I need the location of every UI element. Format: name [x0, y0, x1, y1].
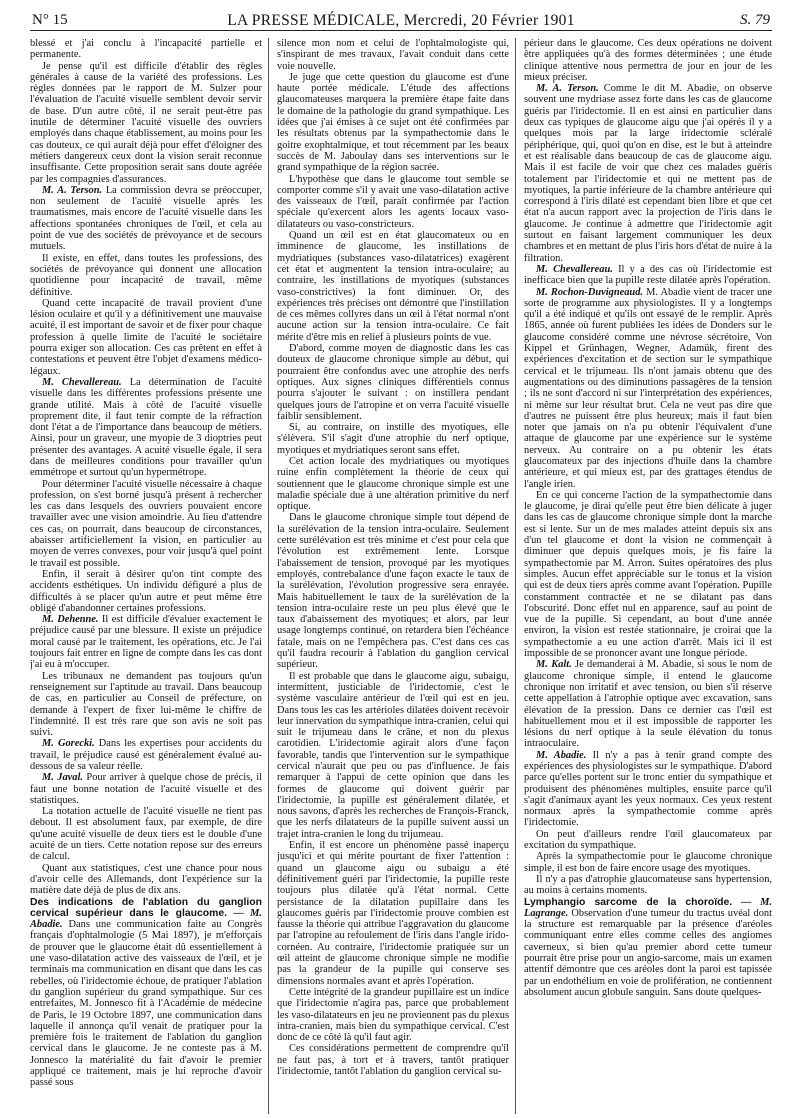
paragraph — [30, 569, 262, 614]
paragraph — [30, 897, 262, 1089]
column-divider — [268, 38, 269, 1114]
paragraph — [30, 806, 262, 862]
speaker-name: M. Kalt. — [536, 659, 572, 671]
paragraph-text: D'abord, comme moyen de diagnostic dans les cas douteux de glaucome chronique simple au début, qui pourraient être confondus avec une atrophie des nerfs optiques. Aux signes cliniques différentiels connus pourra s'ajouter le suivant : on instillera pendant quelques jours de l'atropine et on verra l'acuité visuelle faiblir sensiblement. — [277, 343, 509, 422]
paragraph — [277, 840, 509, 987]
paragraph-text: Il est probable que dans le glaucome aigu, subaigu, intermittent, justiciable de l'iridectomie, c'est le système vasculaire antérieur de l'œil qui est en jeu. Dans tous les cas les artérioles dilatées doivent recevoir leur innervation du sympathique intra-cranien, celui qui suit le trijumeau dans le crâne, et non du plexus carotidien. L'iridectomie agirait alors d'une façon favorable, tandis que l'intervention sur le sympathique cervical n'aurait que peu ou pas d'influence. Je fais remarquer à l'appui de cette opinion que dans les formes de glaucome qui doivent guérir par l'iridectomie, la pupille est généralement dilatée, et nous savons, d'après les recherches de François-Franck, que les nerfs dilatateurs de la pupille suivent aussi un trajet intra-cranien le long du trijumeau. — [277, 670, 509, 840]
speaker-name: M. A. Terson. — [536, 83, 599, 95]
section-heading: Des indications de l'ablation du ganglion cervical supérieur dans le glaucome. — [30, 896, 262, 919]
paragraph — [277, 671, 509, 840]
paragraph — [277, 987, 509, 1043]
paragraph-text: En ce qui concerne l'action de la sympathectomie dans le glaucome, je dirai qu'elle peut être bien délicate à juger dans les cas de glaucome chronique simple dont la marche est si lente. Sur un de mes malades atteint depuis six ans d'un tel glaucome et dont la vision ne commençait à diminuer que depuis quelques mois, je fis faire la sympathectomie par M. Arron. Suites opératoires des plus simples. Aucun effet appréciable sur le tonus et la vision qui est de deux tiers après comme avant l'opération. Pupille constamment contractée et ne se dilatant pas dans l'obscurité. Donc effet nul en apparence, sauf au point de vue de la pupille. Si cependant, au bout d'une année environ, la vision est restée stationnaire, je croirai que la sympathectomie a eu une action d'arrêt. Mais ici il est impossible de se prononcer avant une longue période. — [524, 489, 772, 660]
paragraph — [30, 479, 262, 569]
paragraph — [30, 377, 262, 479]
paragraph-text: M. Abadie vient de tracer une sorte de programme aux physiologistes. Il y a longtemps qu'il a été indiqué et qu'ils ont essayé de le remplir. Après 1865, année où furent publiées les idées de Donders sur le glaucome considéré comme une névrose sécrétoire, Von Kippel et Grünhagen, Wegner, Adamük, firent des expériences d'excitation et de section sur le sympathique cervical et le trijumeau. Ils n'ont jamais obtenu que des augmentations ou des diminutions passagères de la tension ; ils ne sont d'accord ni sur l'interprétation des expériences, ni même sur leur résultat brut. Cela ne veut pas dire que d'autres ne puissent être plus heureux; mais il faut bien noter que jamais on n'a pu obtenir l'équivalent d'une attaque de glaucome par une expérience sur le système nerveux. Au contraire on a pu obtenir les états glaucomateux par des injections d'huile dans la chambre antérieure, et qui mieux est, par des grattages étendus de l'angle irien. — [524, 286, 772, 490]
paragraph — [524, 659, 772, 749]
page-header — [30, 8, 772, 31]
paragraph-text: Il n'y a pas d'atrophie glaucomateuse sans hypertension, au moins à certains moments. — [524, 873, 772, 897]
paragraph — [277, 230, 509, 343]
issue-number: N° 15 — [32, 12, 68, 28]
paragraph-text: Il existe, en effet, dans toutes les professions, des sociétés de prévoyance qui donnent une allocation quotidienne pour incapacité de travail, même définitive. — [30, 252, 262, 298]
paragraph — [277, 72, 509, 174]
section-heading: Lymphangio sarcome de la choroïde. — [524, 896, 733, 908]
paragraph-text: Dans le glaucome chronique simple tout dépend de la surélévation de la tension intra-oculaire. Seulement cette surélévation est très minime et c'est pour cela que l'évolution est extrêmement lente. Lorsque l'abaissement de tension, provoqué par les myotiques employés, contrebalance d'une façon exacte le taux de la surélévation, l'évolution progressive sera enrayée. Mais habituellement le taux de la surélévation de la tension intra-oculaire reste un peu plus élevé que le taux d'abaissement des myotiques; et alors, par leur usage longtemps continué, on retardera bien l'échéance fatale, mais on ne l'empêchera pas. C'est dans ces cas qu'il faudra recourir à l'ablation du ganglion cervical supérieur. — [277, 512, 509, 671]
paragraph — [524, 264, 772, 287]
paragraph-text: silence mon nom et celui de l'ophtalmologiste qui, s'inspirant de mes travaux, l'avait conduit dans cette voie nouvelle. — [277, 38, 509, 72]
paragraph — [277, 1043, 509, 1077]
paragraph-text: Quand cette incapacité de travail provient d'une lésion oculaire et qu'il y a définitivement une mauvaise acuité, il est important de savoir et de fixer pour chaque profession à quelle limite de l'acuité le sociétaire pourra exiger son allocation. Ces cas prêtent en effet à contestations et peuvent être l'objet d'examens médico-légaux. — [30, 297, 262, 377]
paragraph-text: Quant aux statistiques, c'est une chance pour nous d'avoir celle des Allemands, dont l'expérience sur la matière date déjà de plus de dix ans. — [30, 862, 262, 897]
paragraph — [30, 61, 262, 185]
paragraph — [277, 174, 509, 230]
paragraph — [30, 185, 262, 253]
paragraph-text: La notation actuelle de l'acuité visuelle ne tient pas debout. Il est absolument faux, par exemple, de dire qu'une acuité visuelle de deux tiers est le double d'une acuité de un tiers. Cette notation repose sur des erreurs de calcul. — [30, 806, 262, 863]
paragraph-text: On peut d'ailleurs rendre l'œil glaucomateux par excitation du sympathique. — [524, 828, 772, 852]
speaker-name: M. Javal. — [42, 772, 83, 784]
paragraph — [277, 512, 509, 670]
paragraph-text: Si, au contraire, on instille des myotiques, elle s'élèvera. S'il s'agit d'une atrophie du nerf optique, myotiques et mydriatiques seront sans effet. — [277, 422, 509, 456]
speaker-name: M. Rochon-Duvigneaud. — [536, 286, 644, 298]
paragraph-text: Il est difficile d'évaluer exactement le préjudice causé par une blessure. Il existe un préjudice moral causé par le traitement, les opérations, etc. Je l'ai toujours fait entrer en ligne de compte dans les cas dont j'ai eu à m'occuper. — [30, 614, 262, 671]
paragraph-text: La détermination de l'acuité visuelle dans les différentes professions présente une grande utilité. Mais à côté de l'acuité visuelle proprement dite, il faut tenir compte de la réfraction dont l'état a de l'importance dans beaucoup de métiers. Ainsi, pour un graveur, une myopie de 3 dioptries peut présenter des avantages. A acuité visuelle égale, il sera dans de meilleures conditions pour travailler qu'un emmétrope et surtout qu'un hypermétrope. — [30, 376, 262, 479]
paragraph — [524, 874, 772, 897]
paragraph-text: Enfin, il est encore un phénomène passé inaperçu jusqu'ici et qui mérite pourtant de fixer l'attention : quand un glaucome aigu ou subaigu a été définitivement guéri par l'iridectomie, la pupille reste toujours plus dilatée qu'à l'état normal. Cette persistance de la dilatation pupillaire dans les glaucomes guéris par l'iridectomie prouve combien est fausse la théorie qui attribue l'aggravation du glaucome par l'atropine au refoulement de l'iris dans l'angle irido-cornéen. Au contraire, l'iridectomie pratiquée sur un œil atteint de glaucome chronique simple ne modifie pas la grandeur de la pupille qui conserve ses dimensions normales avant et après l'opération. — [277, 840, 509, 987]
paragraph — [30, 614, 262, 670]
paragraph-text: L'hypothèse que dans le glaucome tout semble se comporter comme s'il y avait une vaso-dilatation active des vaisseaux de l'œil, paraît confirmée par l'action spéciale qu'exercent alors les agents locaux vaso-dilatateurs ou vaso-constricteurs. — [277, 173, 509, 230]
column-middle — [277, 38, 509, 1115]
column-right — [524, 38, 772, 1115]
paragraph — [30, 671, 262, 739]
paragraph-text: périeur dans le glaucome. Ces deux opérations ne doivent être appliquées qu'à des formes déterminées ; une étude clinique attentive nous permettra de jour en jour de les mieux préciser. — [524, 38, 772, 83]
speaker-name: M. A. Terson. — [42, 184, 103, 196]
paragraph — [30, 298, 262, 377]
paragraph-text: Je pense qu'il est difficile d'établir des règles générales à cause de la variété des professions. Les règles données par le rapport de M. Sulzer pour l'évaluation de l'acuité visuelle semblent devoir servir de base. D'un autre côté, il ne serait peut-être pas inutile de déterminer l'acuité visuelle des ouvriers employés dans chaque établissement, au moins pour les cas douteux, ce qui aurait déjà pour effet d'éloigner des métiers dangereux ceux dont la vision serait reconnue insuffisante. Cette proposition serait sans doute agréée par les compagnies d'assurances. — [30, 60, 262, 185]
paragraph-text: Il n'y a pas à tenir grand compte des expériences des physiologistes sur le sympathique. D'abord parce qu'elles portent sur le tronc entier du sympathique et produisent des phénomènes multiples, ensuite parce qu'il s'agit d'animaux ayant les yeux normaux. Ces yeux restent normaux après la sympathectomie comme après l'iridectomie. — [524, 749, 772, 829]
paragraph — [524, 38, 772, 83]
paragraph — [524, 897, 772, 999]
paragraph-text: Observation d'une tumeur du tractus uvéal dont la structure est remarquable par la présence d'aréoles communiquant entre elles comme celles des angiomes caverneux, si bien qu'au premier abord cette tumeur pourrait être prise pour un angio-sarcome, mais un examen attentif démontre que ces aréoles dont la paroi est tapissée par un endothélium en voie de prolifération, ne contiennent absolument aucun globule sanguin. Sans doute quelques- — [524, 907, 772, 998]
paragraph-text: Dans une communication faite au Congrès français d'ophtalmologie (5 Mai 1897), je m'efforçais de prouver que le glaucome était dû essentiellement à une vaso-dilatation active des vaisseaux de l'œil, et je terminais ma communication en disant que dans les cas rebelles, où l'iridectomie échoue, de pratiquer l'ablation du ganglion supérieur du grand sympathique. Sur ces entrefaites, M. Jonnesco fit à l'Académie de médecine de Paris, le 19 Octobre 1897, une communication dans laquelle il annonça qu'il venait de pratiquer pour la première fois le traitement de l'ablation du ganglion cervical dans le glaucome. Je ne conteste pas à M. Jonnesco la matérialité du fait d'avoir le premier appliqué ce traitement, mais je lui reproche d'avoir passé sous — [30, 919, 262, 1089]
paragraph-text: La commission devra se préoccuper, non seulement de l'acuité visuelle après les traumatismes, mais encore de l'acuité visuelle dans les affections spontanées chroniques de l'œil, et cela au point de vue des sociétés de prévoyance et de secours mutuels. — [30, 184, 262, 253]
speaker-name: M. Gorecki. — [42, 738, 95, 750]
column-left — [30, 38, 262, 1115]
paragraph — [524, 750, 772, 829]
paragraph-text: Je juge que cette question du glaucome est d'une haute portée médicale. L'étude des affections glaucomateuses marquera la première étape faite dans le domaine de la pathologie du grand sympathique. Les idées que j'ai émises à ce sujet ont été confirmées par les résultats obtenus par la sympathectomie dans le goitre exophtalmique, et tout récemment par les beaux succès de M. Jaboulay dans ses interventions sur le grand sympathique de la région sacrée. — [277, 71, 509, 174]
paragraph-text: Pour arriver à quelque chose de précis, il faut une bonne notation de l'acuité visuelle et des statistiques. — [30, 772, 262, 806]
paragraph-text: Enfin, il serait à désirer qu'on tint compte des accidents esthétiques. Un individu défiguré a plus de difficultés à se placer qu'un autre et peut même être obligé d'abandonner certaines professions. — [30, 568, 262, 614]
paragraph-text: Les tribunaux ne demandent pas toujours qu'un renseignement sur l'aptitude au travail. Dans beaucoup de cas, en particulier au Conseil de préfecture, on demande à l'expert de fixer lui-même le chiffre de l'indemnité. Il est très rare que son avis ne soit pas suivi. — [30, 670, 262, 739]
speaker-name: M. Chevallereau. — [536, 263, 613, 275]
paragraph — [277, 38, 509, 72]
paragraph-text: Cet action locale des mydriatiques ou myotiques ruine enfin complètement la théorie de ceux qui soutiennent que le glaucome chronique simple est une maladie spéciale due à une altération primitive du nerf optique. — [277, 455, 509, 513]
paragraph — [524, 287, 772, 490]
paragraph — [30, 38, 262, 61]
paragraph-text: Ces considérations permettent de comprendre qu'il ne faut pas, à tort et à travers, tantôt pratiquer l'iridectomie, tantôt l'ablation du ganglion cervical su- — [277, 1043, 509, 1078]
column-divider — [515, 38, 516, 1114]
paragraph — [30, 863, 262, 897]
paragraph-text: Après la sympathectomie pour le glaucome chronique simple, il est bon de faire encore usage des myotiques. — [524, 851, 772, 874]
paragraph — [524, 851, 772, 874]
journal-title: LA PRESSE MÉDICALE, Mercredi, 20 Février 1901 — [227, 12, 575, 29]
page-number: S. 79 — [740, 12, 770, 28]
paragraph — [30, 772, 262, 806]
paragraph — [524, 83, 772, 264]
paragraph-text: Pour déterminer l'acuité visuelle nécessaire à chaque profession, on s'est borné jusqu'à présent à rechercher les cas dans lesquels des ouvriers pouvaient encore travailler avec une vision amoindrie. Au lieu d'attendre ces cas, on pourrait, dans beaucoup de circonstances, abaisser artificiellement la vision, en particulier au moyen de verres convexes, pour voir jusqu'à quel point le travail est possible. — [30, 478, 262, 569]
paragraph — [277, 456, 509, 512]
paragraph-text: blessé et j'ai conclu à l'incapacité partielle et permanente. — [30, 38, 262, 61]
speaker-name: M. Abadie. — [536, 749, 587, 761]
paragraph-text: Dans les expertises pour accidents du travail, le préjudice causé est généralement évalué au-dessous de sa valeur réelle. — [30, 738, 262, 772]
speaker-name: M. Chevallereau. — [42, 376, 122, 388]
speaker-name: — M. Lagrange. — [524, 896, 772, 919]
paragraph — [277, 343, 509, 422]
paragraph-text: Je demanderai à M. Abadie, si sous le nom de glaucome chronique simple, il entend le glaucome chronique non irritatif et avec tension, ou bien s'il réserve cette appellation à l'atrophie optique avec excavation, sans élévation de la pression. Dans ce dernier cas l'œil est habituellement mou et il est impossible de rapporter les lésions du nerf optique à la seule élévation du tonus intraoculaire. — [524, 659, 772, 750]
paragraph — [524, 490, 772, 659]
paragraph-text: Quand un œil est en état glaucomateux ou en imminence de glaucome, les instillations de mydriatiques (substances vaso-dilatatrices) exagèrent cet état et augmentent la tension intra-oculaire; au contraire, les instillations de myotiques (substances vaso-constrictives) la font diminuer. Or, des expériences très précises ont démontré que l'instillation de ces mêmes collyres dans un œil à l'état normal n'ont aucune action sur la tension intra-oculaire. Ce fait mérite d'être mis en relief à plusieurs points de vue. — [277, 230, 509, 343]
paragraph — [524, 829, 772, 852]
speaker-name: — M. Abadie. — [30, 907, 262, 931]
paragraph-text: Cette intégrité de la grandeur pupillaire est un indice que l'iridectomie n'agira pas, parce que probablement les vaso-dilatateurs en jeu ne proviennent pas du plexus intra-cranien, mais bien du sympathique cervical. C'est donc de ce côté là qu'il faut agir. — [277, 986, 509, 1044]
speaker-name: M. Dehenne. — [42, 614, 99, 626]
paragraph-text: Il y a des cas où l'iridectomie est inefficace bien que la pupille reste dilatée après l'opération. — [524, 263, 772, 287]
paragraph — [30, 738, 262, 772]
paragraph — [277, 422, 509, 456]
paragraph-text: Comme le dit M. Abadie, on observe souvent une mydriase assez forte dans les cas de glaucome guéris par l'iridectomie. Il en est ainsi en particulier dans deux cas typiques de glaucome aigu que j'ai opérés il y a quelques mois par la large iridectomie scléralé périphérique, qui, quoi qu'on en dise, est le but à atteindre et est réalisable dans beaucoup de cas de glaucome aigu. Mais il est facile de voir que chez ces malades guéris totalement par l'iridectomie et qui ne mettent pas de myotiques, la partie inférieure de la chambre antérieure qui correspond à l'iris dilaté est cependant bien libre et que cet état n'a aucun rapport avec la projection de l'iris dans le glaucome. Je continue à admettre que l'iridectomie agit surtout en faisant largement communiquer les deux chambres et en mettant de plus l'iris hors d'état de nuire à la filtration. — [524, 83, 772, 264]
paragraph — [30, 253, 262, 298]
